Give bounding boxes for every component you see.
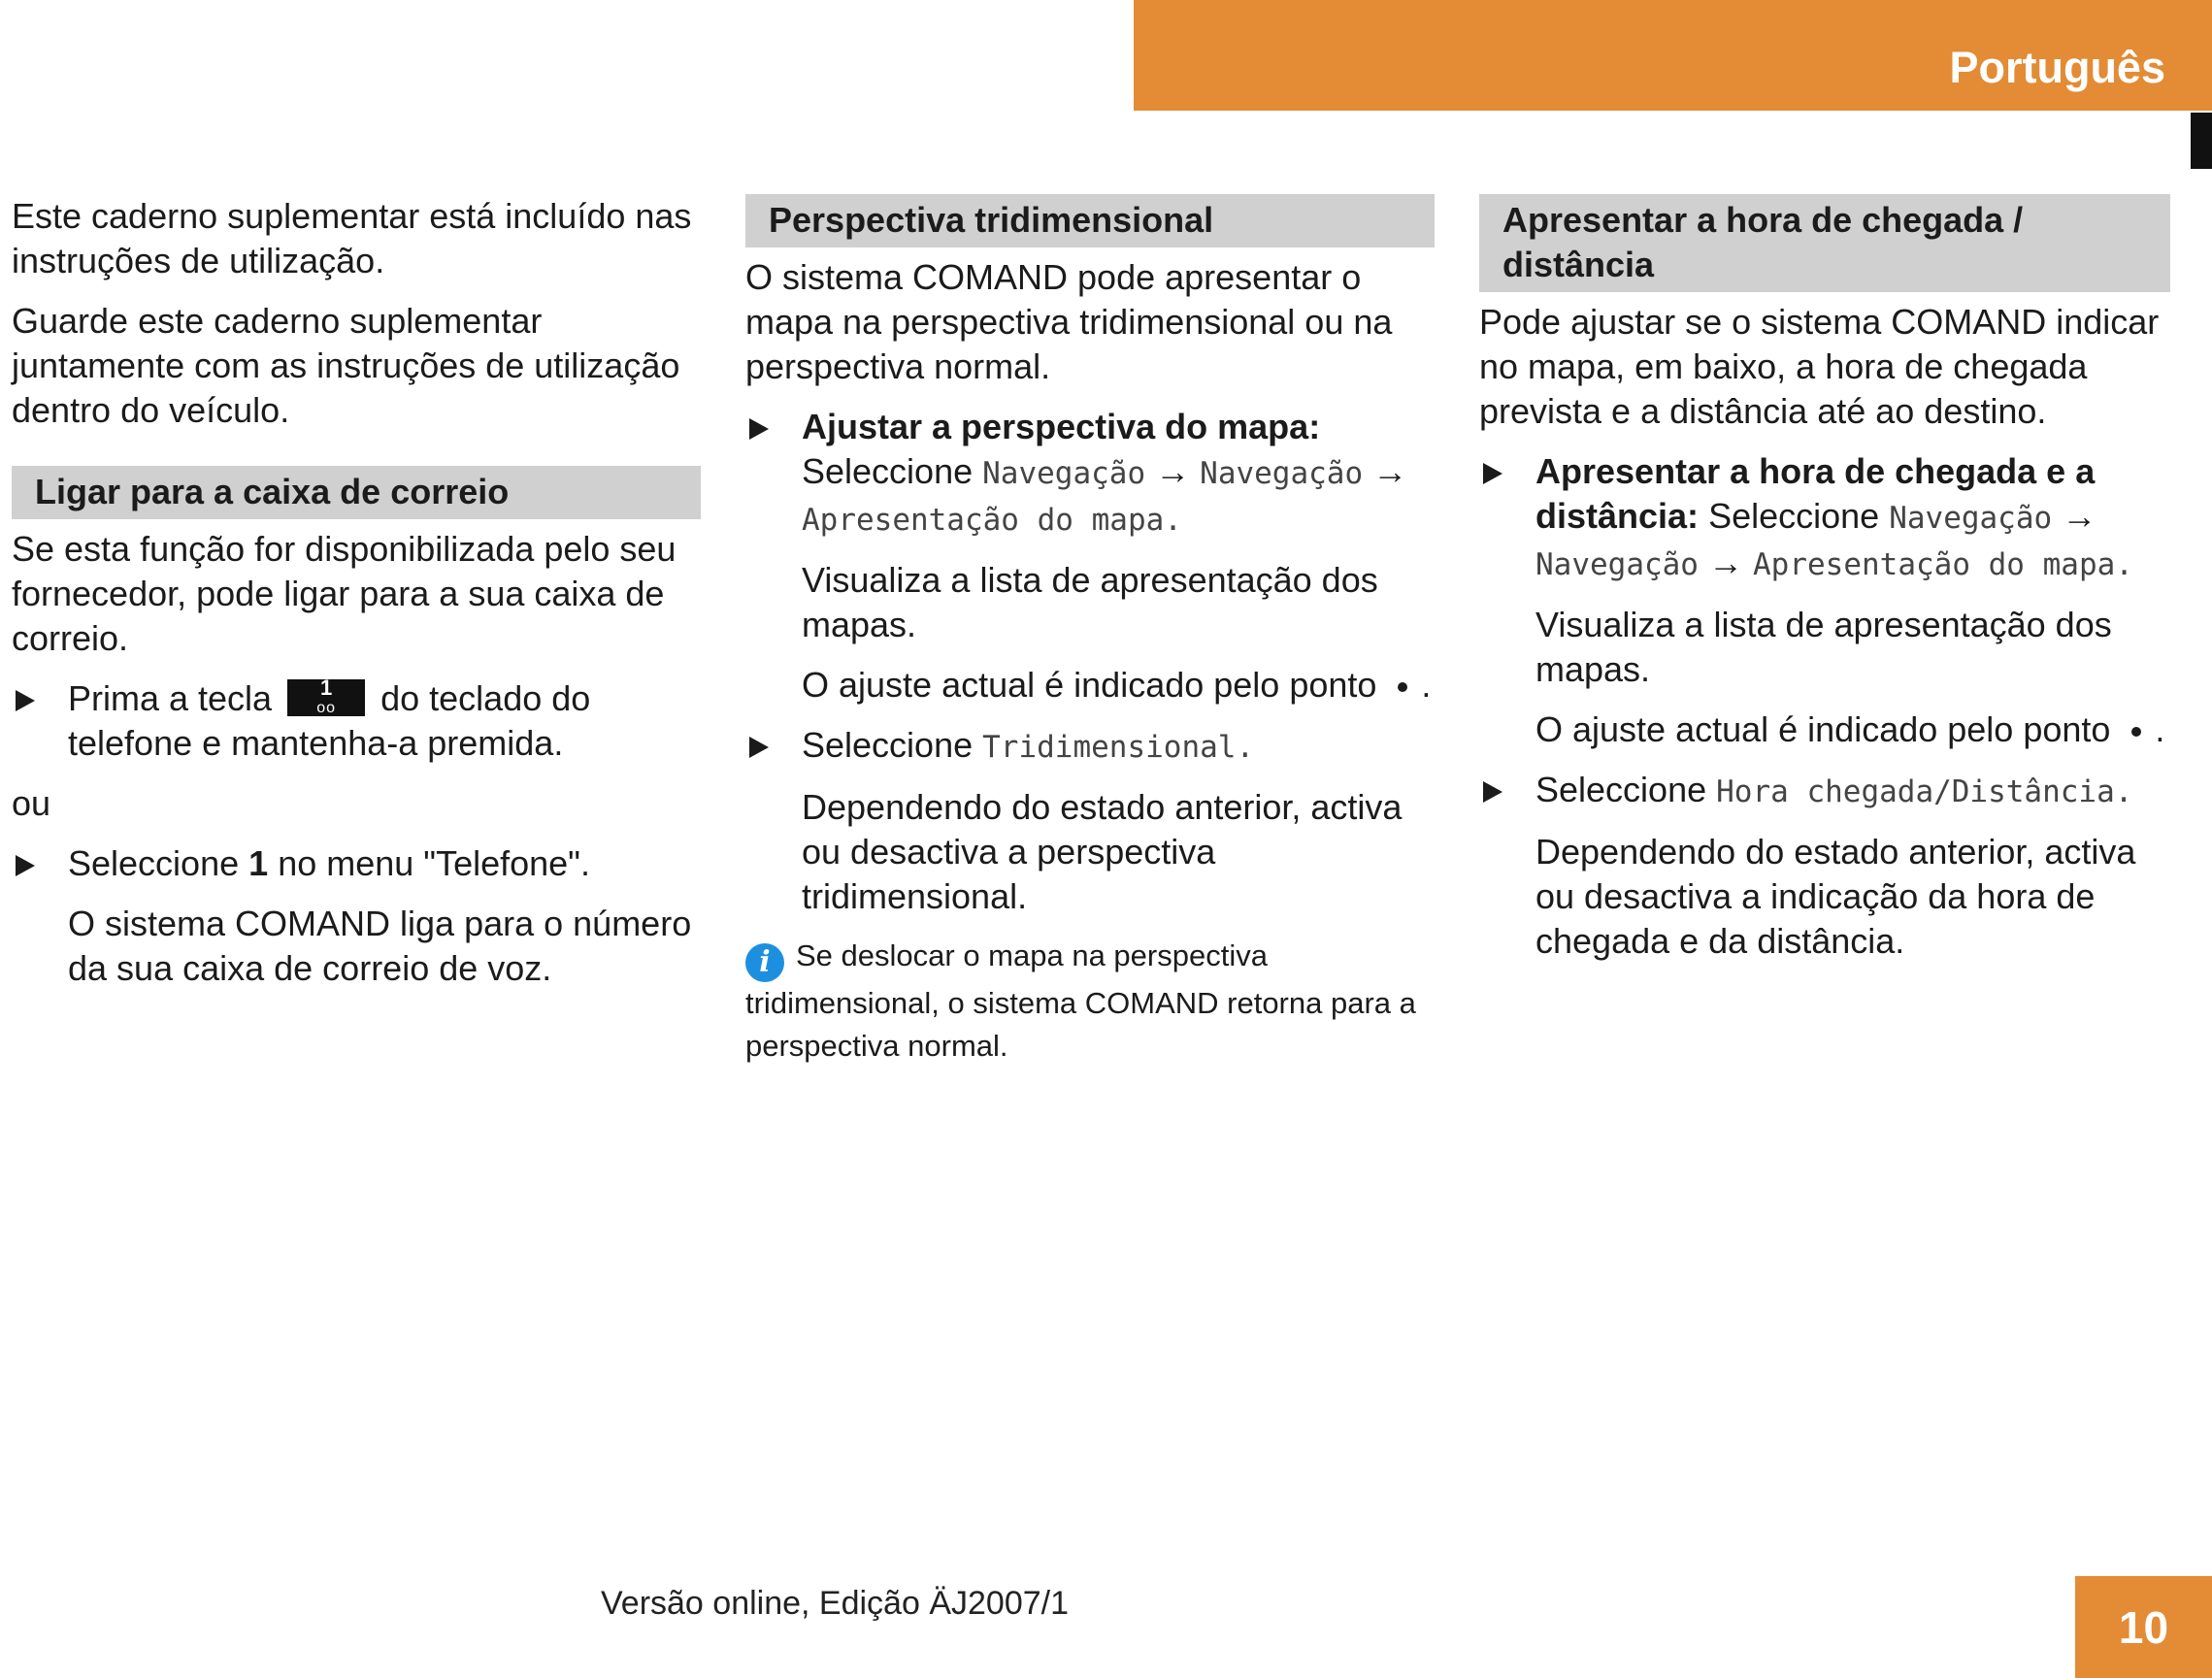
info-note: [745, 935, 1435, 1068]
step-adjust-perspective: Ajustar a perspectiva do mapa: Seleccione Navegação → Navegação → Apresentação do mapa.: [745, 405, 1435, 543]
step-select-arrival: Seleccione Hora chegada/Distância.: [1479, 768, 2170, 814]
menu-path-1: Navegação: [1889, 501, 2053, 536]
triangle-right-icon: [1483, 781, 1502, 803]
3d-description: O sistema COMAND pode apresentar o mapa na perspectiva tridimensional ou na perspectiva normal.: [745, 257, 1393, 386]
triangle-right-icon: [16, 855, 35, 876]
key-number: 1: [319, 675, 333, 700]
arrow-icon: →: [1372, 451, 1408, 491]
step-result: O sistema COMAND liga para o número da sua caixa de correio de voz.: [68, 904, 692, 988]
language-label: Português: [1949, 43, 2165, 92]
or-separator: ou: [12, 783, 51, 823]
triangle-right-icon: [749, 737, 769, 758]
section-heading-3d: Perspectiva tridimensional: [745, 194, 1435, 247]
step-bold-title: Apresentar a hora de chegada e a distância:: [1535, 451, 2096, 536]
intro-paragraph-1: Este caderno suplementar está incluído nas instruções de utilização.: [12, 196, 692, 280]
menu-path-3: Apresentação do mapa: [802, 503, 1165, 538]
key-voicemail-symbol: oo: [316, 700, 336, 716]
dependendo-text: Dependendo do estado anterior, activa ou desactiva a indicação da hora de chegada e da distância.: [1535, 832, 2136, 961]
voicemail-key-icon: [287, 675, 365, 716]
selection-dot-icon: [1398, 682, 1407, 692]
step-select-menu: [12, 841, 701, 886]
menu-path-2: Navegação: [1535, 547, 1699, 582]
arrow-icon: →: [1708, 543, 1743, 582]
mailbox-description: Se esta função for disponibilizada pelo seu fornecedor, pode ligar para a sua caixa de correio.: [12, 529, 677, 658]
step-text: Seleccione: [1535, 770, 1707, 809]
step-bold-title: Ajustar a perspectiva do mapa:: [802, 407, 1321, 446]
step-text: Seleccione: [1708, 496, 1880, 536]
current-setting-text: O ajuste actual é indicado pelo ponto .: [1535, 709, 2165, 749]
arrow-icon: →: [1155, 451, 1191, 491]
info-note-text: Se deslocar o mapa na perspectiva tridimensional, o sistema COMAND retorna para a perspectiva normal.: [745, 938, 1416, 1063]
language-header: [1134, 0, 2212, 111]
menu-path-1: Navegação: [982, 456, 1146, 491]
step-text: Seleccione: [802, 725, 974, 765]
page-number: 10: [2075, 1576, 2212, 1678]
triangle-right-icon: [16, 690, 35, 711]
dependendo-text: Dependendo do estado anterior, activa ou desactiva a perspectiva tridimensional.: [802, 787, 1403, 916]
step-text-end: do teclado do telefone e mantenha-a premida.: [68, 678, 591, 763]
intro-paragraph-2: Guarde este caderno suplementar juntamente com as instruções de utilização dentro do veículo.: [12, 301, 680, 430]
selection-dot-icon: [2131, 727, 2141, 737]
column-arrival-time: [1479, 194, 2170, 979]
step-text: Seleccione: [802, 451, 974, 491]
edition-footer: Versão online, Edição ÄJ2007/1: [600, 1585, 1069, 1622]
step-text-start: Seleccione: [68, 843, 240, 883]
menu-option-3d: Tridimensional: [982, 730, 1237, 765]
current-setting-label: O ajuste actual é indicado pelo ponto: [1535, 709, 2111, 749]
info-icon: i: [745, 943, 784, 982]
current-setting-text: O ajuste actual é indicado pelo ponto .: [802, 665, 1432, 705]
step-bold-number: 1: [248, 843, 269, 883]
side-tab-marker: [2191, 113, 2212, 169]
section-heading-mailbox: Ligar para a caixa de correio: [12, 466, 701, 519]
step-press-key: [12, 676, 701, 766]
step-text-end: no menu "Telefone".: [278, 843, 590, 883]
menu-path-2: Navegação: [1200, 456, 1364, 491]
step-show-arrival: Apresentar a hora de chegada e a distância: Seleccione Navegação → Navegação → Apresentação do mapa.: [1479, 449, 2170, 587]
visualiza-text: Visualiza a lista de apresentação dos mapas.: [802, 560, 1378, 644]
section-heading-arrival: Apresentar a hora de chegada / distância: [1479, 194, 2170, 292]
column-3d-perspective: [745, 194, 1435, 1083]
step-text-start: Prima a tecla: [68, 678, 273, 718]
arrow-icon: →: [2062, 496, 2097, 536]
triangle-right-icon: [749, 418, 769, 440]
column-mailbox: [12, 194, 701, 1006]
visualiza-text: Visualiza a lista de apresentação dos mapas.: [1535, 605, 2112, 689]
current-setting-label: O ajuste actual é indicado pelo ponto: [802, 665, 1377, 705]
arrival-description: Pode ajustar se o sistema COMAND indicar no mapa, em baixo, a hora de chegada prevista e a distância até ao destino.: [1479, 302, 2160, 431]
triangle-right-icon: [1483, 463, 1502, 484]
menu-option-arrival: Hora chegada/Distância: [1716, 774, 2115, 809]
step-select-3d: Seleccione Tridimensional.: [745, 723, 1435, 770]
menu-path-3: Apresentação do mapa: [1753, 547, 2116, 582]
